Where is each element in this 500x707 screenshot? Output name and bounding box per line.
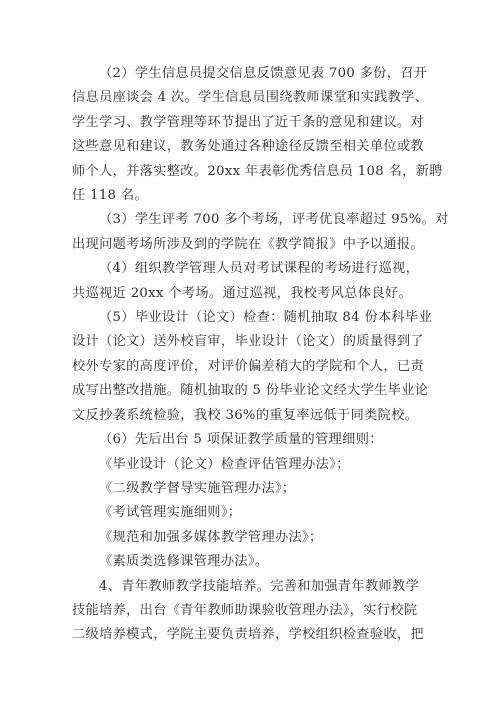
text-line: 文反抄袭系统检验，我校 36%的重复率远低于同类院校。 <box>72 407 419 423</box>
text-line: 共巡视近 20xx 个考场。通过巡视，我校考风总体良好。 <box>72 285 412 301</box>
text-line: 《考试管理实施细则》； <box>99 505 242 521</box>
paragraph-exam-patrol <box>72 257 432 306</box>
text-line: （6）先后出台 5 项保证教学质量的管理细则： <box>99 432 383 448</box>
text-line: （2）学生信息员提交信息反馈意见表 700 多份，召开 <box>99 66 428 81</box>
text-line: 技能培养，出台《青年教师助课验收管理办法》，实行校院 <box>72 602 418 618</box>
rule-item-elective-courses <box>72 550 432 574</box>
text-line: 设计（论文）送外校盲审，毕业设计（论文）的质量得到了 <box>72 334 424 350</box>
text-line: 《二级教学督导实施管理办法》； <box>99 480 296 496</box>
text-line: 《规范和加强多媒体教学管理办法》； <box>99 529 323 545</box>
text-line: （5）毕业设计（论文）检查：随机抽取 84 份本科毕业 <box>99 310 433 326</box>
paragraph-young-teacher-training <box>72 575 432 648</box>
paragraph-student-exam-evaluation <box>72 208 449 257</box>
text-line: 校外专家的高度评价，对评价偏差稍大的学院和个人，已责 <box>72 358 424 374</box>
text-line: （3）学生评考 700 多个考场，评考优良率超过 95%。对 <box>99 212 449 228</box>
text-line: 这些意见和建议，教务处通过各种途径反馈至相关单位或教 <box>72 139 424 155</box>
text-line: （4）组织教学管理人员对考试课程的考场进行巡视， <box>99 261 420 277</box>
text-line: 《毕业设计（论文）检查评估管理办法》； <box>99 456 350 472</box>
text-line: 任 118 名。 <box>72 188 148 204</box>
document-body <box>72 62 449 648</box>
rule-item-exam-management <box>72 501 432 525</box>
paragraph-thesis-check <box>72 306 432 428</box>
rule-item-supervision <box>72 477 432 501</box>
text-line: 信息员座谈会 4 次。学生信息员围绕教师课堂和实践教学、 <box>72 90 429 106</box>
rule-item-thesis-evaluation <box>72 453 432 477</box>
text-line: 学生学习、教学管理等环节提出了近千条的意见和建议。对 <box>72 114 424 130</box>
paragraph-management-rules <box>72 428 432 452</box>
text-line: 《素质类选修课管理办法》。 <box>99 554 269 570</box>
text-line: 师个人，并落实整改。20xx 年表彰优秀信息员 108 名，新聘 <box>72 163 443 179</box>
text-line: 出现问题考场所涉及到的学院在《教学简报》中予以通报。 <box>72 236 424 252</box>
text-line: 二级培养模式，学院主要负责培养，学校组织检查验收，把 <box>72 627 424 643</box>
paragraph-student-informants <box>72 62 443 208</box>
text-line: 4、青年教师教学技能培养。完善和加强青年教师教学 <box>99 578 420 594</box>
text-line: 成写出整改措施。随机抽取的 5 份毕业论文经大学生毕业论 <box>72 383 429 399</box>
rule-item-multimedia <box>72 526 432 550</box>
